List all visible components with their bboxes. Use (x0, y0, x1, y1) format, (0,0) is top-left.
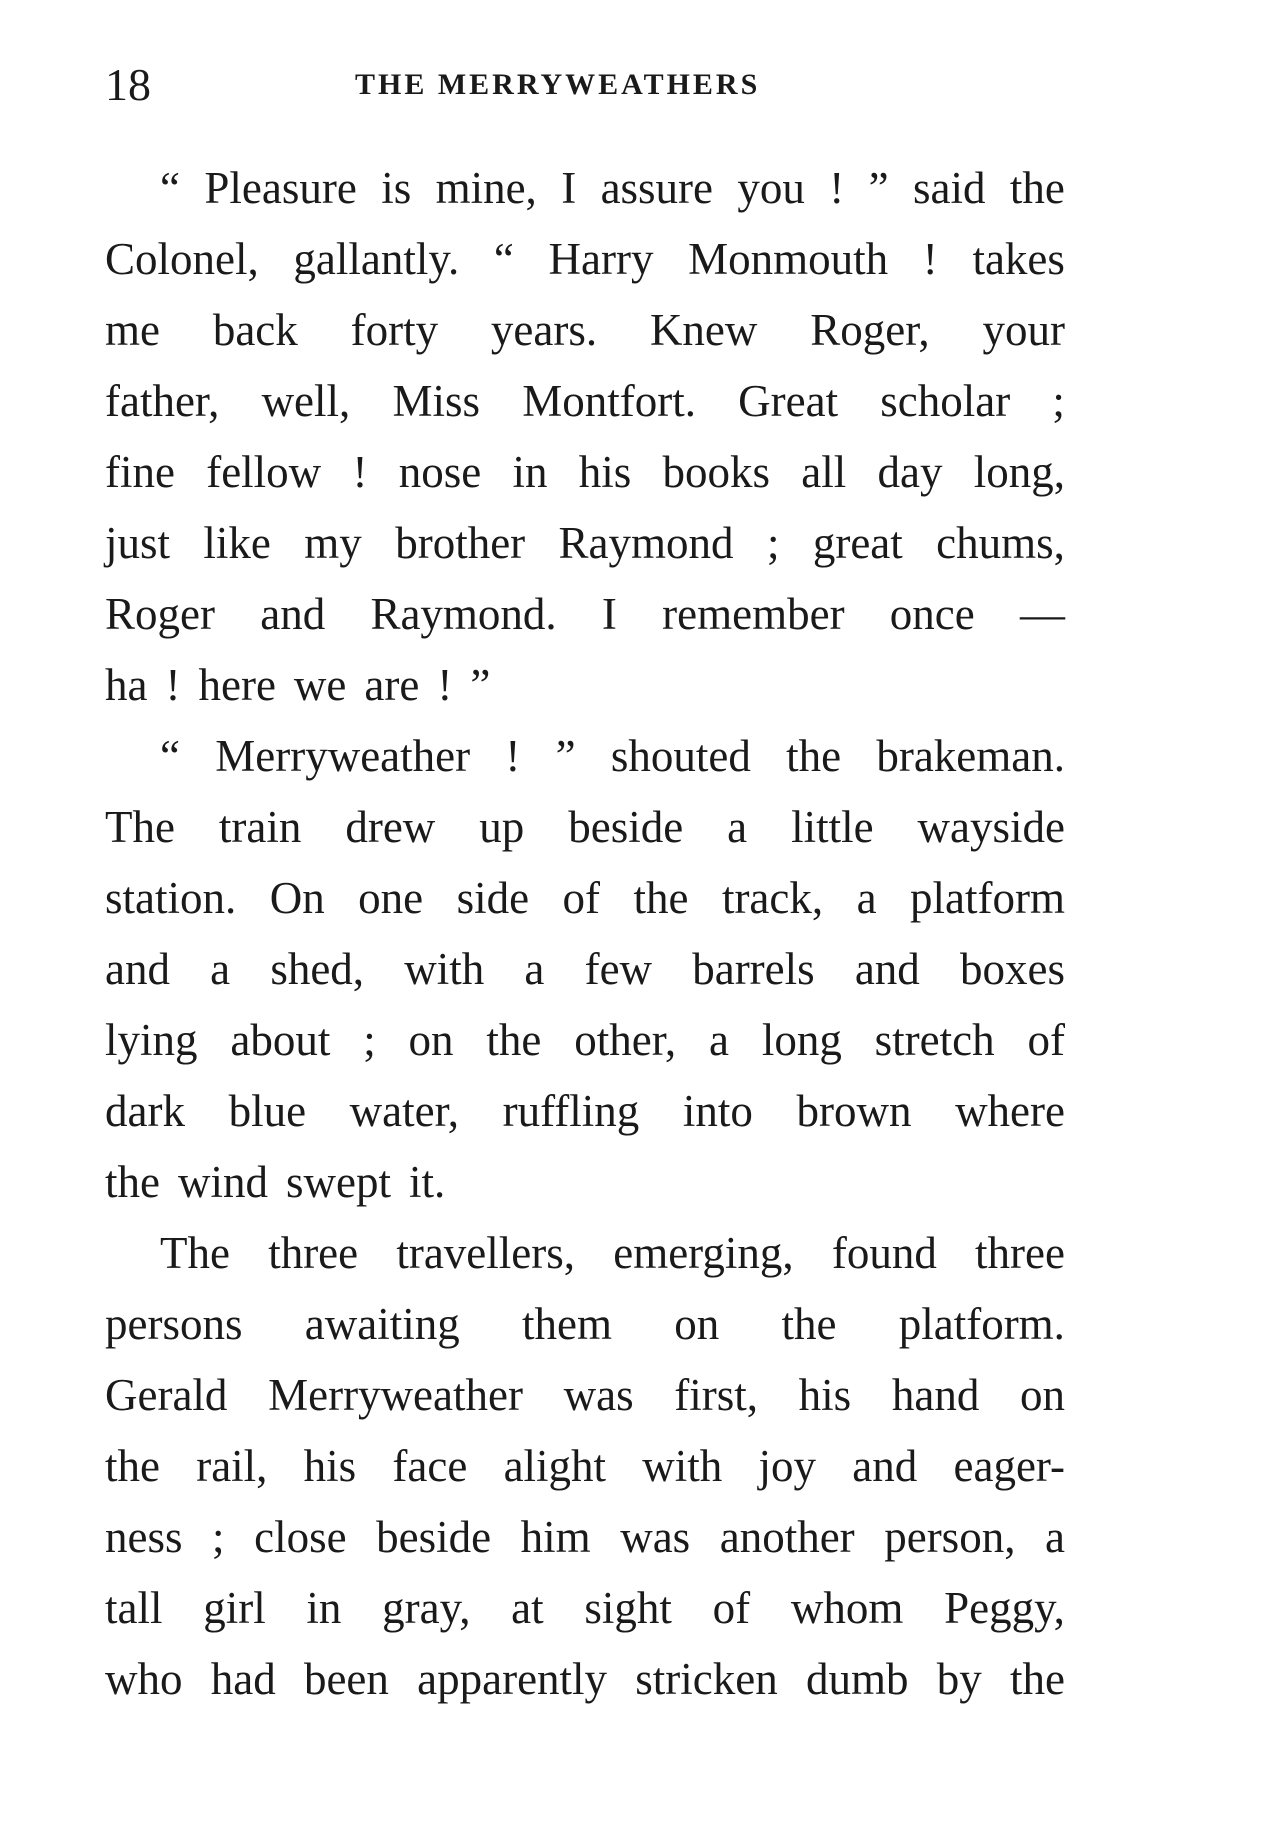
word: lying (105, 1015, 198, 1065)
word: three (975, 1228, 1065, 1278)
word: day (877, 447, 943, 497)
word: with (642, 1441, 723, 1491)
word: ! (922, 234, 938, 284)
word: station. (105, 873, 237, 923)
word: the (105, 1441, 160, 1491)
word: Harry (548, 234, 654, 284)
word: Roger (105, 589, 215, 639)
word: platform (910, 873, 1065, 923)
word: ” (868, 163, 889, 213)
word: and (105, 944, 170, 994)
word: one (358, 873, 424, 923)
word: is (381, 163, 412, 213)
word: mine, (435, 163, 537, 213)
word: of (1027, 1015, 1065, 1065)
word: girl (203, 1583, 266, 1633)
word: ; (766, 518, 780, 568)
word: three (268, 1228, 359, 1278)
word: me (105, 305, 160, 355)
word: the (633, 873, 689, 923)
word: ha (105, 660, 148, 710)
word: boxes (959, 944, 1065, 994)
word: dumb (805, 1654, 909, 1704)
word: great (812, 518, 903, 568)
word: ; (1052, 376, 1065, 426)
word: emerging, (613, 1228, 794, 1278)
word: alight (503, 1441, 607, 1491)
word: books (662, 447, 770, 497)
word: Merryweather (215, 731, 471, 781)
text-line (105, 1005, 1065, 1076)
word: Knew (649, 305, 758, 355)
word: eager- (953, 1441, 1065, 1491)
word: Raymond. (370, 589, 557, 639)
word: like (203, 518, 271, 568)
text-line (105, 1644, 1065, 1715)
word: all (801, 447, 847, 497)
paragraph-2 (105, 721, 1065, 1218)
text-line (105, 650, 1065, 721)
word: of (712, 1583, 751, 1633)
word: years. (490, 305, 598, 355)
word: rail, (196, 1441, 268, 1491)
text-line (105, 1431, 1065, 1502)
word: ! (505, 731, 521, 781)
text-line (105, 295, 1065, 366)
word: in (306, 1583, 342, 1633)
word: back (212, 305, 298, 355)
text-line (105, 153, 1065, 224)
word: platform. (898, 1299, 1065, 1349)
word: was (620, 1512, 691, 1562)
word: chums, (936, 518, 1065, 568)
paragraph-1 (105, 153, 1065, 721)
word: are (364, 660, 420, 710)
text-line (105, 934, 1065, 1005)
word: persons (105, 1299, 243, 1349)
word: remember (662, 589, 845, 639)
word: on (408, 1015, 454, 1065)
word: “ (493, 234, 514, 284)
word: with (404, 944, 485, 994)
word: “ (160, 731, 180, 781)
word: shouted (610, 731, 751, 781)
text-line (105, 1147, 1065, 1218)
word: The (160, 1228, 230, 1278)
word: a (210, 944, 231, 994)
word: travellers, (396, 1228, 576, 1278)
word: first, (674, 1370, 759, 1420)
word: once (889, 589, 975, 639)
word: — (1019, 589, 1065, 639)
word: and (260, 589, 326, 639)
text-line (105, 721, 1065, 792)
word: a (727, 802, 748, 852)
word: beside (568, 802, 684, 852)
word: on (1019, 1370, 1065, 1420)
word: brakeman. (876, 731, 1065, 781)
page-number: 18 (105, 59, 151, 110)
word: a (856, 873, 877, 923)
word: little (791, 802, 874, 852)
word: at (511, 1583, 544, 1633)
word: found (831, 1228, 937, 1278)
word: you (737, 163, 805, 213)
word: face (392, 1441, 468, 1491)
word: drew (345, 802, 436, 852)
word: here (198, 660, 276, 710)
word: Monmouth (688, 234, 889, 284)
word: about (230, 1015, 331, 1065)
word: nose (398, 447, 482, 497)
word: ” (470, 660, 491, 710)
word: scholar (880, 376, 1011, 426)
word: Pleasure (204, 163, 357, 213)
word: whom (790, 1583, 904, 1633)
word: his (798, 1370, 852, 1420)
word: ! (829, 163, 845, 213)
word: The (105, 802, 175, 852)
word: Roger, (810, 305, 930, 355)
text-line (105, 1076, 1065, 1147)
text-line (105, 1360, 1065, 1431)
word: forty (350, 305, 439, 355)
body-text (105, 153, 1065, 1715)
word: him (520, 1512, 591, 1562)
word: ” (555, 731, 576, 781)
word: was (563, 1370, 634, 1420)
word: gallantly. (293, 234, 460, 284)
text-line (105, 1573, 1065, 1644)
word: Miss (392, 376, 481, 426)
text-line (105, 366, 1065, 437)
word: by (936, 1654, 982, 1704)
word: a (524, 944, 545, 994)
word: father, (105, 376, 220, 426)
word: the (105, 1157, 160, 1207)
word: brown (796, 1086, 912, 1136)
word: beside (376, 1512, 492, 1562)
word: side (456, 873, 530, 923)
word: assure (600, 163, 714, 213)
word: Peggy, (944, 1583, 1065, 1633)
paragraph-3 (105, 1218, 1065, 1715)
word: the (486, 1015, 542, 1065)
text-line (105, 1218, 1065, 1289)
word: Great (738, 376, 839, 426)
word: train (218, 802, 302, 852)
word: I (601, 589, 617, 639)
word: ! (165, 660, 181, 710)
word: and (854, 944, 920, 994)
word: ness (105, 1512, 183, 1562)
word: I (561, 163, 577, 213)
word: long (761, 1015, 842, 1065)
word: gray, (382, 1583, 471, 1633)
word: long, (973, 447, 1065, 497)
word: in (512, 447, 548, 497)
word: on (674, 1299, 720, 1349)
text-line (105, 863, 1065, 934)
text-line (105, 579, 1065, 650)
word: Gerald (105, 1370, 228, 1420)
word: track, (721, 873, 824, 923)
word: swept (285, 1157, 391, 1207)
text-line (105, 508, 1065, 579)
word: the (1009, 1654, 1065, 1704)
word: Merryweather (268, 1370, 523, 1420)
word: into (682, 1086, 753, 1136)
page-header (105, 55, 1075, 115)
word: said (913, 163, 986, 213)
word: dark (105, 1086, 185, 1136)
word: them (521, 1299, 612, 1349)
word: ; (212, 1512, 225, 1562)
word: sight (584, 1583, 672, 1633)
word: other, (574, 1015, 677, 1065)
word: the (1009, 163, 1065, 213)
text-line (105, 1502, 1065, 1573)
word: where (955, 1086, 1065, 1136)
word: person, (884, 1512, 1016, 1562)
word: had (210, 1654, 276, 1704)
word: few (584, 944, 653, 994)
word: ! (437, 660, 453, 710)
word: a (1045, 1512, 1065, 1562)
word: awaiting (304, 1299, 460, 1349)
word: stretch (874, 1015, 995, 1065)
word: ; (363, 1015, 376, 1065)
word: tall (105, 1583, 163, 1633)
word: hand (891, 1370, 980, 1420)
word: Raymond (558, 518, 734, 568)
word: wind (177, 1157, 268, 1207)
text-line (105, 224, 1065, 295)
word: ! (352, 447, 368, 497)
word: fine (105, 447, 175, 497)
word: your (982, 305, 1065, 355)
word: brother (395, 518, 526, 568)
word: and (852, 1441, 918, 1491)
word: Montfort. (522, 376, 696, 426)
text-line (105, 437, 1065, 508)
word: my (304, 518, 362, 568)
word: barrels (692, 944, 815, 994)
word: Colonel, (105, 234, 259, 284)
word: we (293, 660, 347, 710)
text-line (105, 1289, 1065, 1360)
word: just (105, 518, 171, 568)
word: joy (758, 1441, 817, 1491)
word: it. (408, 1157, 446, 1207)
word: up (479, 802, 525, 852)
word: blue (228, 1086, 307, 1136)
word: wayside (917, 802, 1065, 852)
word: On (269, 873, 325, 923)
word: his (303, 1441, 357, 1491)
word: stricken (635, 1654, 778, 1704)
word: shed, (270, 944, 365, 994)
running-head: THE MERRYWEATHERS (355, 68, 761, 101)
text-line (105, 792, 1065, 863)
word: water, (349, 1086, 460, 1136)
word: apparently (417, 1654, 608, 1704)
word: close (254, 1512, 347, 1562)
word: a (708, 1015, 729, 1065)
word: “ (160, 163, 180, 213)
word: the (786, 731, 842, 781)
word: of (562, 873, 601, 923)
word: ruffling (502, 1086, 640, 1136)
word: well, (261, 376, 351, 426)
word: who (105, 1654, 183, 1704)
word: his (578, 447, 632, 497)
word: another (719, 1512, 855, 1562)
word: the (781, 1299, 837, 1349)
word: fellow (206, 447, 322, 497)
word: takes (972, 234, 1065, 284)
word: been (303, 1654, 389, 1704)
